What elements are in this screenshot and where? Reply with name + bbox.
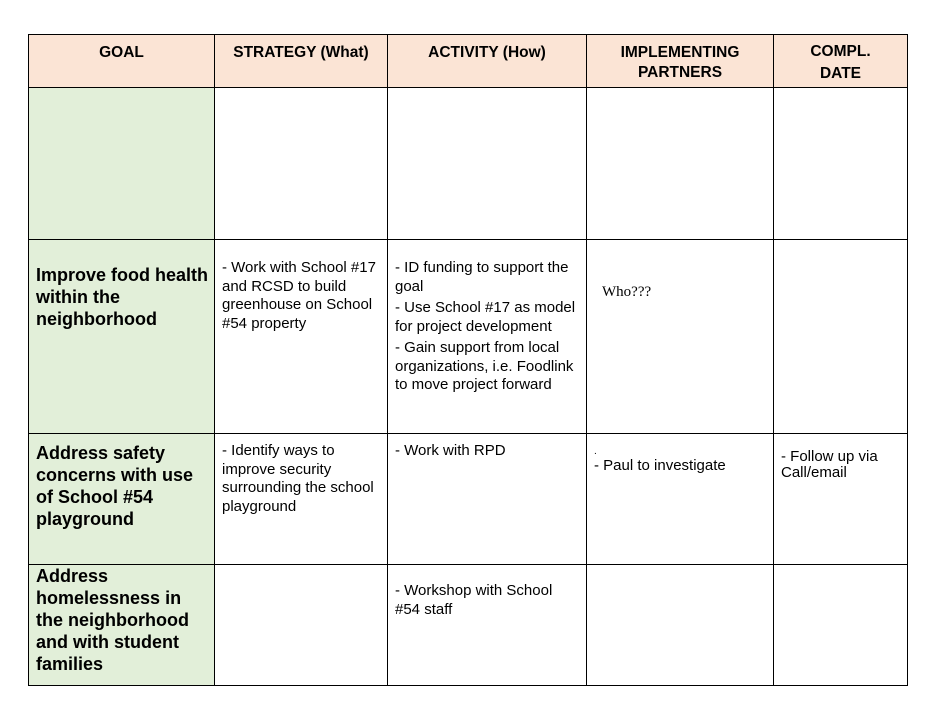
goal-text: Improve food health within the neighborhood — [36, 265, 209, 329]
partners-text: Who??? — [602, 284, 652, 300]
partners-mark: . — [594, 446, 597, 457]
date-text: - Follow up via Call/email — [781, 448, 878, 481]
table-row — [29, 88, 908, 240]
activity-cell — [388, 88, 587, 240]
header-implementing-partners: IMPLEMENTING PARTNERS — [587, 35, 774, 88]
strategy-cell — [215, 88, 388, 240]
strategy-text: - Identify ways to improve security surrounding the school playground — [222, 442, 374, 515]
header-strategy: STRATEGY (What) — [215, 35, 388, 88]
activity-item: - Work with RPD — [395, 442, 506, 459]
partners-cell — [587, 565, 774, 686]
partners-cell — [587, 88, 774, 240]
header-completion-date: COMPL. DATE — [774, 35, 908, 88]
activity-cell — [388, 565, 587, 686]
partners-text: - Paul to investigate — [594, 457, 726, 474]
activity-item: - Gain support from local organizations, i.e. Foodlink to move project forward — [395, 339, 574, 393]
goal-cell — [29, 565, 215, 686]
strategy-cell — [215, 565, 388, 686]
activity-item: - Workshop with School #54 staff — [395, 582, 553, 618]
goal-cell — [29, 434, 215, 565]
activity-item: - ID funding to support the goal — [395, 259, 569, 295]
activity-cell — [388, 434, 587, 565]
partners-cell — [587, 434, 774, 565]
goal-text: Address homelessness in the neighborhood and with student families — [36, 566, 189, 674]
date-cell — [774, 565, 908, 686]
table-row — [29, 565, 908, 686]
strategy-cell — [215, 240, 388, 434]
goal-text: Address safety concerns with use of School #54 playground — [36, 443, 194, 529]
strategy-text: - Work with School #17 and RCSD to build greenhouse on School #54 property — [222, 259, 376, 332]
goal-cell — [29, 240, 215, 434]
header-activity: ACTIVITY (How) — [388, 35, 587, 88]
date-cell — [774, 88, 908, 240]
goal-cell — [29, 88, 215, 240]
activity-item: - Use School #17 as model for project development — [395, 299, 576, 335]
strategy-cell — [215, 434, 388, 565]
table-row — [29, 434, 908, 565]
date-cell — [774, 240, 908, 434]
action-plan-table — [28, 34, 908, 686]
table-row — [29, 240, 908, 434]
activity-cell — [388, 240, 587, 434]
header-row — [29, 35, 908, 88]
header-goal: GOAL — [29, 35, 215, 88]
date-cell — [774, 434, 908, 565]
partners-cell — [587, 240, 774, 434]
